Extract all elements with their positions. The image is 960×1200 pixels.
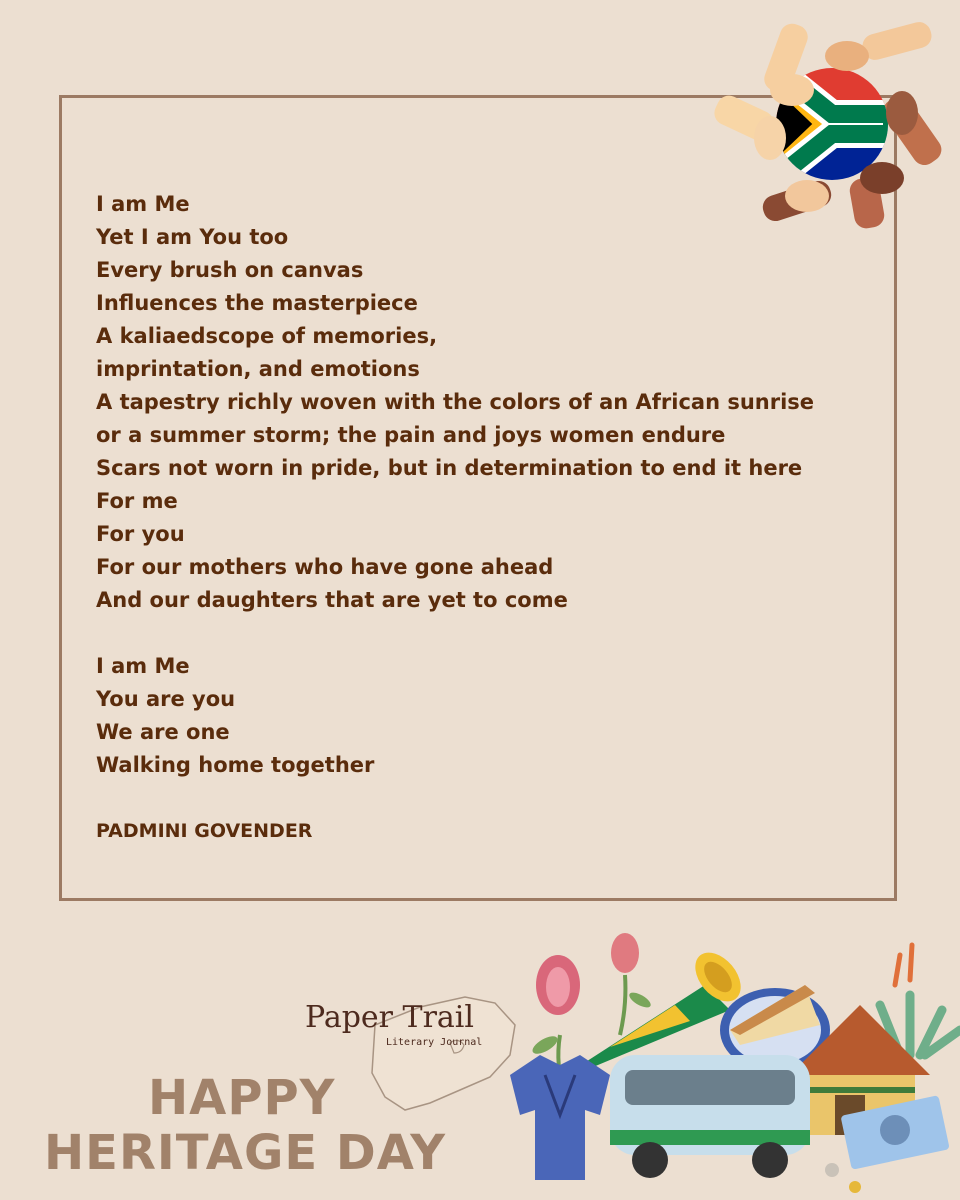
poem-line: And our daughters that are yet to come (96, 588, 568, 612)
heritage-illustration (500, 925, 960, 1200)
poem-line: A tapestry richly woven with the colors of an African sunrise (96, 390, 815, 414)
poem-line: Walking home together (96, 753, 375, 777)
shirt-icon (510, 1055, 610, 1180)
coin-icon (849, 1181, 861, 1193)
poem-line: For me (96, 489, 178, 513)
logo-subtitle: Literary Journal (386, 1037, 483, 1048)
minibus-taxi-icon (610, 1055, 810, 1178)
protea-flower-icon (611, 933, 653, 1035)
poem-line: Every brush on canvas (96, 258, 364, 282)
poem-line: You are you (96, 687, 236, 711)
poem-line: imprintation, and emotions (96, 357, 420, 381)
poem-line: or a summer storm; the pain and joys women endure (96, 423, 726, 447)
stanza-break (96, 782, 876, 815)
poem-line: We are one (96, 720, 230, 744)
poem-line: Yet I am You too (96, 225, 289, 249)
poem-line: I am Me (96, 192, 190, 216)
poem-text (96, 188, 876, 848)
stanza-break (96, 617, 876, 650)
banner-happy: HAPPY (148, 1070, 336, 1126)
poem-author: PADMINI GOVENDER (96, 820, 313, 842)
logo-title: Paper Trail (305, 1000, 474, 1035)
poem-line: I am Me (96, 654, 190, 678)
banner-heritage-day: HERITAGE DAY (44, 1125, 446, 1181)
poem-line: Influences the masterpiece (96, 291, 418, 315)
poem-line: For you (96, 522, 185, 546)
coin-icon (825, 1163, 839, 1177)
poem-line: Scars not worn in pride, but in determination to end it here (96, 456, 803, 480)
poem-line: For our mothers who have gone ahead (96, 555, 554, 579)
poem-line: A kaliaedscope of memories, (96, 324, 438, 348)
